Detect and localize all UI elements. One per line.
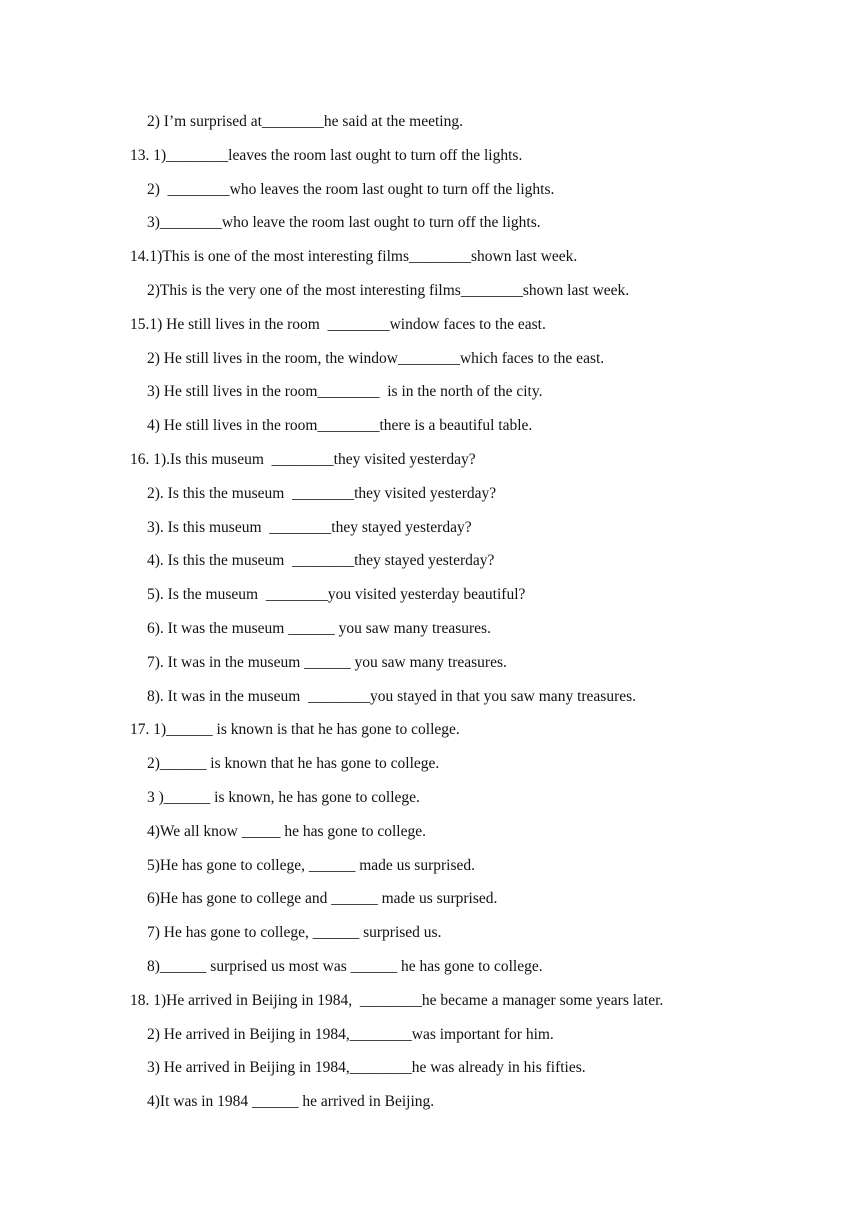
- exercise-line: 5)He has gone to college, ______ made us surprised.: [147, 856, 476, 874]
- exercise-line: 2). Is this the museum ________they visited yesterday?: [147, 484, 497, 502]
- exercise-line: 2) ________who leaves the room last ought to turn off the lights.: [147, 180, 555, 198]
- exercise-line: 15.1) He still lives in the room ________window faces to the east.: [130, 315, 546, 333]
- exercise-line: 17. 1)______ is known is that he has gone to college.: [130, 721, 460, 739]
- exercise-line: 8). It was in the museum ________you stayed in that you saw many treasures.: [147, 687, 637, 705]
- exercise-line: 18. 1)He arrived in Beijing in 1984, ________he became a manager some years later.: [130, 991, 664, 1009]
- exercise-line: 3)________who leave the room last ought to turn off the lights.: [147, 214, 541, 232]
- exercise-list: [0, 109, 860, 1123]
- exercise-line: 7) He has gone to college, ______ surprised us.: [147, 924, 442, 942]
- exercise-line: 3). Is this museum ________they stayed yesterday?: [147, 518, 472, 536]
- exercise-line: 6). It was the museum ______ you saw many treasures.: [147, 619, 491, 637]
- exercise-line: 4)It was in 1984 ______ he arrived in Beijing.: [147, 1093, 435, 1111]
- exercise-line: 2) He still lives in the room, the window________which faces to the east.: [147, 349, 605, 367]
- exercise-line: 14.1)This is one of the most interesting films________shown last week.: [130, 248, 578, 266]
- exercise-line: 2)This is the very one of the most interesting films________shown last week.: [147, 281, 630, 299]
- exercise-line: 13. 1)________leaves the room last ought to turn off the lights.: [130, 146, 523, 164]
- exercise-line: 3) He still lives in the room________ is in the north of the city.: [147, 383, 543, 401]
- exercise-line: 16. 1).Is this museum ________they visited yesterday?: [130, 450, 476, 468]
- exercise-line: 3 )______ is known, he has gone to college.: [147, 788, 420, 806]
- exercise-line: 5). Is the museum ________you visited yesterday beautiful?: [147, 586, 526, 604]
- exercise-line: 4) He still lives in the room________there is a beautiful table.: [147, 417, 533, 435]
- exercise-line: 8)______ surprised us most was ______ he has gone to college.: [147, 957, 543, 975]
- exercise-line: 3) He arrived in Beijing in 1984,________he was already in his fifties.: [147, 1059, 586, 1077]
- exercise-line: 2) He arrived in Beijing in 1984,________was important for him.: [147, 1025, 554, 1043]
- exercise-line: 2) I’m surprised at________he said at the meeting.: [147, 113, 463, 130]
- exercise-line: 2)______ is known that he has gone to college.: [147, 755, 440, 773]
- exercise-line: 7). It was in the museum ______ you saw many treasures.: [147, 653, 507, 671]
- exercise-line: 6)He has gone to college and ______ made us surprised.: [147, 890, 498, 908]
- exercise-line: 4). Is this the museum ________they stayed yesterday?: [147, 552, 495, 570]
- exercise-line: 4)We all know _____ he has gone to college.: [147, 822, 426, 840]
